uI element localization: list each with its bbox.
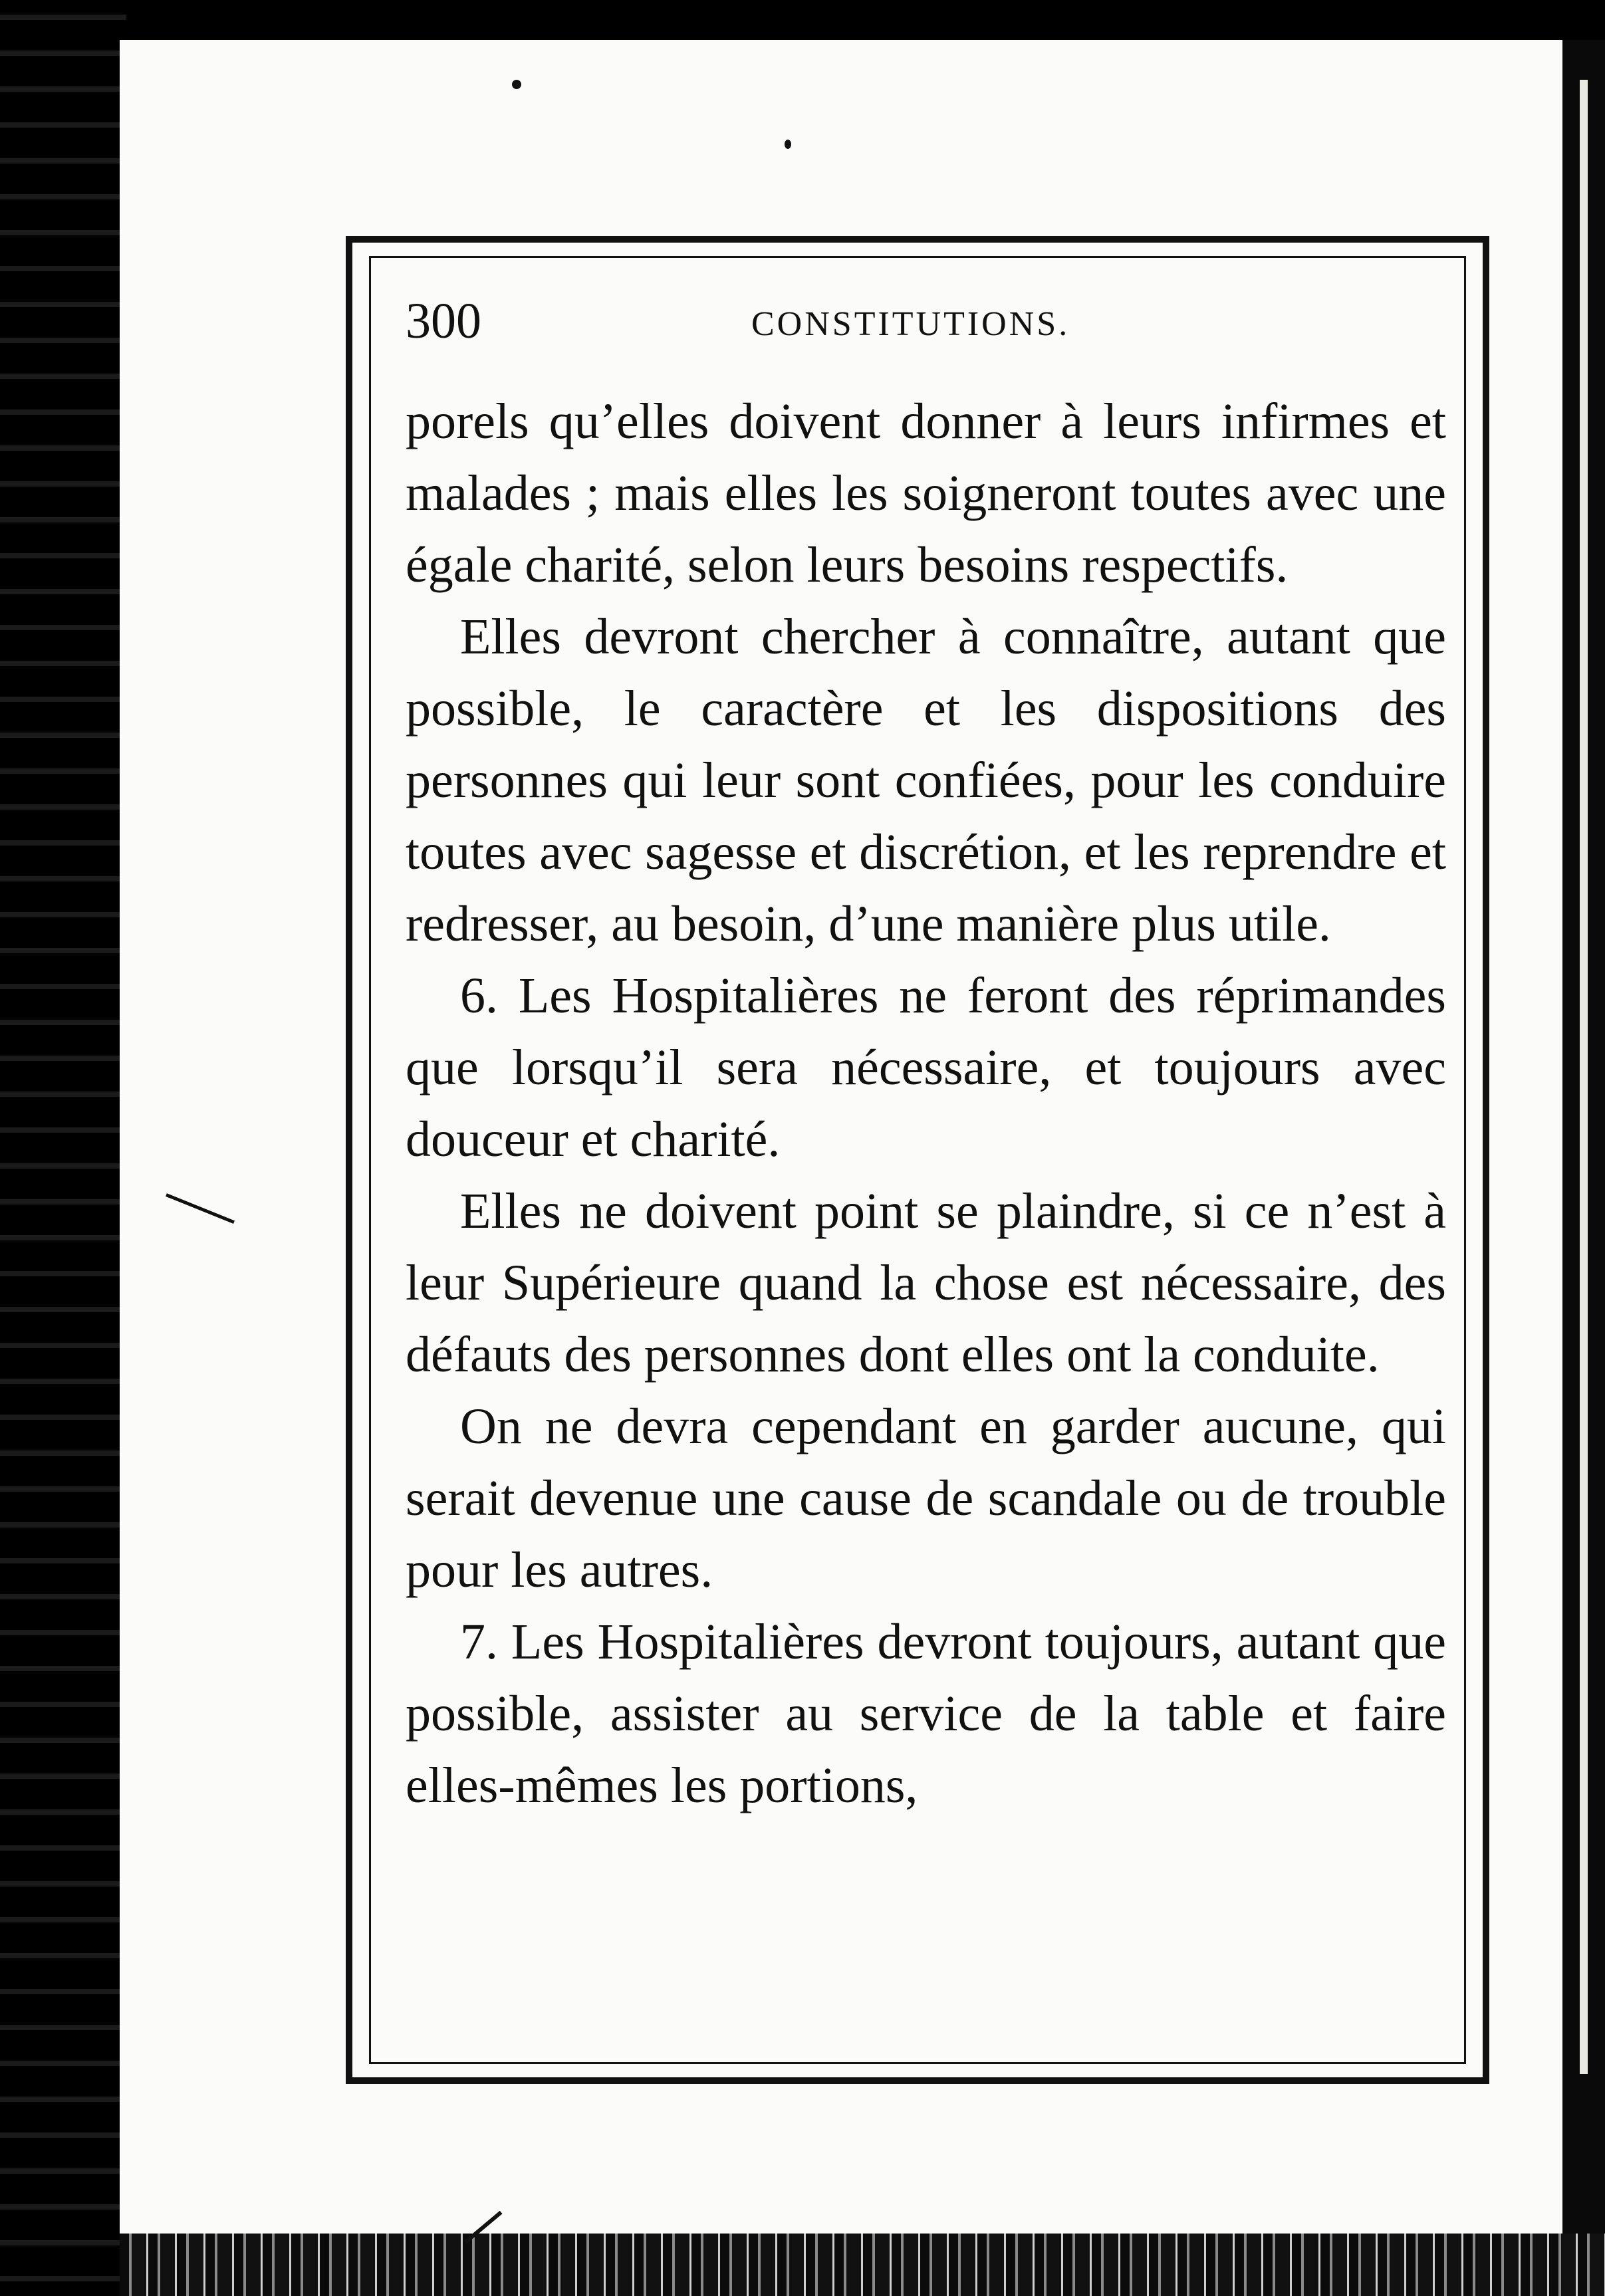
scan-bottom-edge — [120, 2234, 1605, 2296]
scan-speck — [512, 80, 521, 89]
scan-right-spine — [1562, 40, 1605, 2296]
paragraph: 7. Les Hospitalières devront toujours, autant que possible, assister au service de la table et faire elles-mêmes les portions, — [406, 1614, 1446, 1813]
scan-left-edge — [0, 0, 126, 2296]
scan-speck — [785, 140, 791, 149]
page-number: 300 — [406, 293, 481, 349]
body-paragraphs — [406, 386, 1446, 1821]
paragraph: 6. Les Hospitalières ne feront des réprimandes que lorsqu’il sera nécessaire, et toujours avec douceur et charité. — [406, 968, 1446, 1167]
paragraph: porels qu’elles doivent donner à leurs infirmes et malades ; mais elles les soigneront toutes avec une égale charité, selon leurs besoins respectifs. — [406, 394, 1446, 593]
running-head: CONSTITUTIONS. — [751, 305, 1070, 343]
page-text-block — [406, 279, 1446, 1821]
paragraph: On ne devra cependant en garder aucune, qui serait devenue une cause de scandale ou de trouble pour les autres. — [406, 1399, 1446, 1598]
page-header — [406, 279, 1446, 359]
paragraph: Elles devront chercher à connaître, autant que possible, le caractère et les dispositions des personnes qui leur sont confiées, pour les conduire toutes avec sagesse et discrétion, et les reprendre et redresser, au besoin, d’une manière plus utile. — [406, 609, 1446, 952]
paragraph: Elles ne doivent point se plaindre, si ce n’est à leur Supérieure quand la chose est nécessaire, des défauts des personnes dont elles ont la conduite. — [406, 1183, 1446, 1383]
